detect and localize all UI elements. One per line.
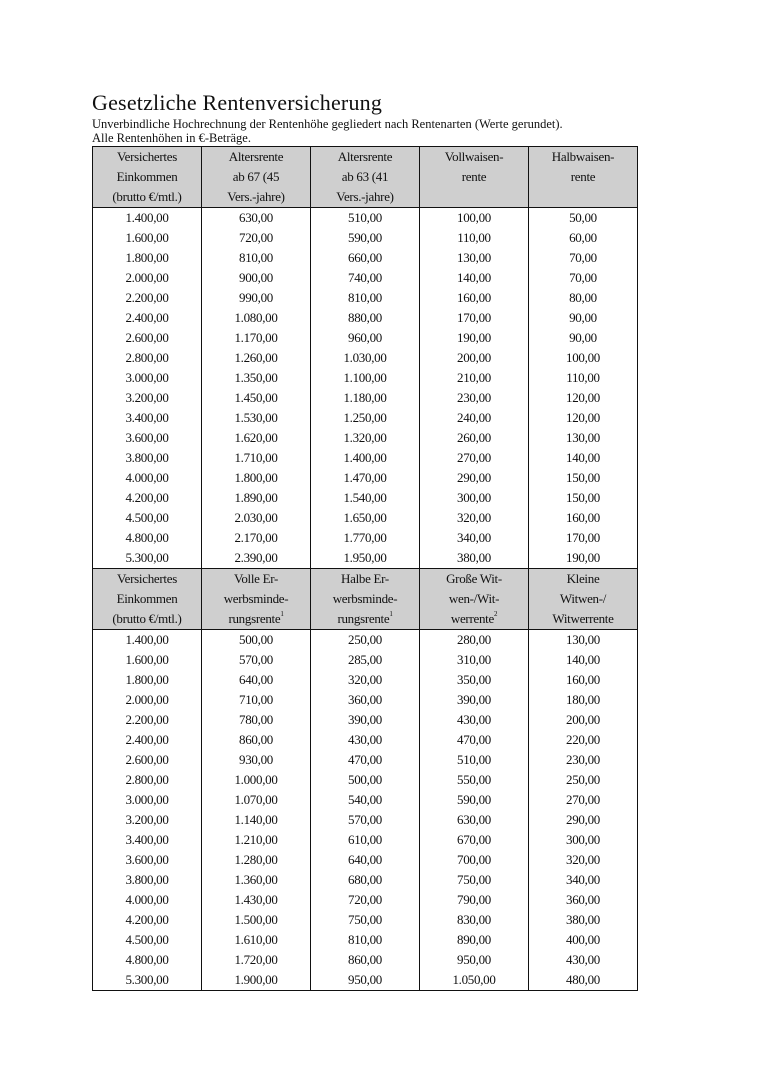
table-cell: 180,00 <box>529 690 638 710</box>
table-cell: 100,00 <box>529 348 638 368</box>
table-cell: 1.710,00 <box>202 448 311 468</box>
table-cell: 640,00 <box>311 850 420 870</box>
table-cell: 860,00 <box>202 730 311 750</box>
table-cell: 380,00 <box>420 548 529 569</box>
table-row <box>93 268 638 288</box>
column-header-cell <box>529 569 638 590</box>
table-cell: 1.320,00 <box>311 428 420 448</box>
table-cell: 1.280,00 <box>202 850 311 870</box>
table-cell: 340,00 <box>420 528 529 548</box>
table-cell: 110,00 <box>529 368 638 388</box>
table-cell: 1.610,00 <box>202 930 311 950</box>
table-cell: 5.300,00 <box>93 970 202 991</box>
column-header-text: Große Wit- <box>446 571 502 586</box>
table-cell: 160,00 <box>420 288 529 308</box>
table-cell: 4.800,00 <box>93 950 202 970</box>
pension-table-body <box>93 147 638 991</box>
table-cell: 270,00 <box>529 790 638 810</box>
column-header-cell <box>420 147 529 168</box>
column-header-text: Halbe Er- <box>341 571 389 586</box>
table-cell: 1.100,00 <box>311 368 420 388</box>
column-header-text: wen-/Wit- <box>448 591 500 606</box>
table-cell: 1.600,00 <box>93 228 202 248</box>
table-cell: 510,00 <box>420 750 529 770</box>
column-header-text: werbsminde- <box>223 591 289 606</box>
table-cell: 4.200,00 <box>93 910 202 930</box>
table-cell: 260,00 <box>420 428 529 448</box>
column-header-cell <box>93 147 202 168</box>
table-cell: 400,00 <box>529 930 638 950</box>
table-cell: 1.800,00 <box>93 248 202 268</box>
column-header-text: Einkommen <box>116 169 178 184</box>
table-row <box>93 790 638 810</box>
table-cell: 2.600,00 <box>93 750 202 770</box>
table-cell: 2.200,00 <box>93 288 202 308</box>
table-row <box>93 468 638 488</box>
table-cell: 1.070,00 <box>202 790 311 810</box>
table-cell: 240,00 <box>420 408 529 428</box>
table-cell: 100,00 <box>420 208 529 229</box>
column-header-text: rungsrente <box>228 611 281 626</box>
table-cell: 160,00 <box>529 670 638 690</box>
table-cell: 340,00 <box>529 870 638 890</box>
column-header-cell <box>311 589 420 609</box>
table-cell: 120,00 <box>529 388 638 408</box>
table-cell: 750,00 <box>311 910 420 930</box>
column-header-cell <box>529 187 638 208</box>
table-row <box>93 208 638 229</box>
column-header-text: Vers.-jahre) <box>227 189 285 204</box>
table-cell: 660,00 <box>311 248 420 268</box>
table-row <box>93 950 638 970</box>
table-cell: 3.800,00 <box>93 870 202 890</box>
table-row <box>93 970 638 991</box>
table-cell: 250,00 <box>311 630 420 651</box>
column-header-text: Vers.-jahre) <box>336 189 394 204</box>
table-cell: 390,00 <box>311 710 420 730</box>
table-cell: 790,00 <box>420 890 529 910</box>
subtitle-line-1: Unverbindliche Hochrechnung der Rentenhöhe gegliedert nach Rentenarten (Werte gerundet). <box>92 117 563 131</box>
table-cell: 2.600,00 <box>93 328 202 348</box>
table-cell: 1.050,00 <box>420 970 529 991</box>
footnote-marker: 1 <box>389 610 393 618</box>
table-cell: 550,00 <box>420 770 529 790</box>
column-header-text: Altersrente <box>337 149 393 164</box>
table-cell: 570,00 <box>311 810 420 830</box>
table-cell: 470,00 <box>311 750 420 770</box>
column-header-text: Altersrente <box>228 149 284 164</box>
table-cell: 170,00 <box>420 308 529 328</box>
column-header-cell <box>529 609 638 630</box>
table-cell: 285,00 <box>311 650 420 670</box>
table-cell: 930,00 <box>202 750 311 770</box>
table-cell: 2.170,00 <box>202 528 311 548</box>
table-row <box>93 328 638 348</box>
table-cell: 3.400,00 <box>93 408 202 428</box>
table-row <box>93 670 638 690</box>
table-cell: 1.600,00 <box>93 650 202 670</box>
footnote-marker: 2 <box>493 610 498 618</box>
table-cell: 900,00 <box>202 268 311 288</box>
table-cell: 160,00 <box>529 508 638 528</box>
table-cell: 290,00 <box>420 468 529 488</box>
column-header-cell <box>93 569 202 590</box>
column-header-text: (brutto €/mtl.) <box>112 189 182 204</box>
table-row <box>93 690 638 710</box>
table-cell: 230,00 <box>529 750 638 770</box>
header-row <box>93 589 638 609</box>
table-cell: 140,00 <box>529 448 638 468</box>
table-row <box>93 508 638 528</box>
table-cell: 90,00 <box>529 308 638 328</box>
table-cell: 220,00 <box>529 730 638 750</box>
table-cell: 470,00 <box>420 730 529 750</box>
table-cell: 810,00 <box>311 930 420 950</box>
table-cell: 1.140,00 <box>202 810 311 830</box>
table-row <box>93 388 638 408</box>
table-cell: 1.530,00 <box>202 408 311 428</box>
column-header-text: Versichertes <box>117 571 177 586</box>
table-cell: 500,00 <box>311 770 420 790</box>
table-cell: 1.950,00 <box>311 548 420 569</box>
table-row <box>93 870 638 890</box>
table-row <box>93 910 638 930</box>
table-cell: 750,00 <box>420 870 529 890</box>
table-cell: 60,00 <box>529 228 638 248</box>
column-header-cell <box>311 167 420 187</box>
table-cell: 2.800,00 <box>93 770 202 790</box>
table-row <box>93 890 638 910</box>
column-header-text: werrente <box>450 611 494 626</box>
column-header-text: ab 63 (41 <box>341 169 389 184</box>
table-cell: 50,00 <box>529 208 638 229</box>
column-header-cell <box>420 167 529 187</box>
table-cell: 2.030,00 <box>202 508 311 528</box>
table-cell: 1.430,00 <box>202 890 311 910</box>
column-header-cell <box>202 569 311 590</box>
table-cell: 1.800,00 <box>202 468 311 488</box>
table-cell: 310,00 <box>420 650 529 670</box>
table-row <box>93 288 638 308</box>
table-cell: 860,00 <box>311 950 420 970</box>
table-cell: 630,00 <box>202 208 311 229</box>
table-cell: 1.470,00 <box>311 468 420 488</box>
column-header-text: Witwerrente <box>552 611 614 626</box>
table-row <box>93 408 638 428</box>
table-cell: 430,00 <box>311 730 420 750</box>
table-cell: 360,00 <box>311 690 420 710</box>
table-cell: 3.600,00 <box>93 850 202 870</box>
table-cell: 4.500,00 <box>93 508 202 528</box>
table-cell: 1.720,00 <box>202 950 311 970</box>
column-header-text: Vollwaisen- <box>444 149 504 164</box>
table-cell: 540,00 <box>311 790 420 810</box>
column-header-text: rente <box>570 169 596 184</box>
header-row <box>93 187 638 208</box>
header-row <box>93 167 638 187</box>
table-cell: 880,00 <box>311 308 420 328</box>
table-cell: 250,00 <box>529 770 638 790</box>
table-cell: 2.200,00 <box>93 710 202 730</box>
column-header-cell <box>420 589 529 609</box>
column-header-cell <box>311 187 420 208</box>
table-cell: 430,00 <box>420 710 529 730</box>
table-row <box>93 228 638 248</box>
table-cell: 140,00 <box>420 268 529 288</box>
table-cell: 4.000,00 <box>93 890 202 910</box>
header-row <box>93 609 638 630</box>
table-cell: 380,00 <box>529 910 638 930</box>
table-row <box>93 308 638 328</box>
column-header-text: Kleine <box>566 571 600 586</box>
table-cell: 1.650,00 <box>311 508 420 528</box>
table-cell: 720,00 <box>202 228 311 248</box>
table-row <box>93 428 638 448</box>
table-row <box>93 630 638 651</box>
table-cell: 5.300,00 <box>93 548 202 569</box>
table-cell: 130,00 <box>529 630 638 651</box>
table-cell: 510,00 <box>311 208 420 229</box>
header-row <box>93 569 638 590</box>
table-cell: 3.000,00 <box>93 790 202 810</box>
table-row <box>93 488 638 508</box>
table-cell: 480,00 <box>529 970 638 991</box>
table-cell: 1.210,00 <box>202 830 311 850</box>
table-cell: 1.080,00 <box>202 308 311 328</box>
column-header-cell <box>420 609 529 630</box>
table-cell: 90,00 <box>529 328 638 348</box>
column-header-cell <box>311 609 420 630</box>
table-cell: 2.000,00 <box>93 268 202 288</box>
table-cell: 500,00 <box>202 630 311 651</box>
table-cell: 1.260,00 <box>202 348 311 368</box>
table-cell: 150,00 <box>529 488 638 508</box>
table-cell: 4.500,00 <box>93 930 202 950</box>
table-cell: 1.770,00 <box>311 528 420 548</box>
table-cell: 2.400,00 <box>93 730 202 750</box>
table-cell: 170,00 <box>529 528 638 548</box>
table-cell: 680,00 <box>311 870 420 890</box>
table-cell: 4.800,00 <box>93 528 202 548</box>
table-cell: 700,00 <box>420 850 529 870</box>
table-cell: 810,00 <box>311 288 420 308</box>
table-cell: 320,00 <box>529 850 638 870</box>
table-row <box>93 248 638 268</box>
table-cell: 710,00 <box>202 690 311 710</box>
page-title: Gesetzliche Rentenversicherung <box>92 90 383 115</box>
column-header-text: (brutto €/mtl.) <box>112 611 182 626</box>
table-cell: 590,00 <box>420 790 529 810</box>
column-header-text: Witwen-/ <box>559 591 607 606</box>
table-cell: 130,00 <box>420 248 529 268</box>
table-row <box>93 650 638 670</box>
table-cell: 1.450,00 <box>202 388 311 408</box>
table-cell: 960,00 <box>311 328 420 348</box>
table-cell: 320,00 <box>420 508 529 528</box>
table-cell: 1.000,00 <box>202 770 311 790</box>
table-row <box>93 850 638 870</box>
table-cell: 290,00 <box>529 810 638 830</box>
table-row <box>93 830 638 850</box>
table-cell: 320,00 <box>311 670 420 690</box>
table-cell: 1.500,00 <box>202 910 311 930</box>
table-row <box>93 710 638 730</box>
table-cell: 200,00 <box>420 348 529 368</box>
table-cell: 190,00 <box>420 328 529 348</box>
table-cell: 230,00 <box>420 388 529 408</box>
column-header-cell <box>93 609 202 630</box>
table-cell: 2.400,00 <box>93 308 202 328</box>
table-cell: 950,00 <box>311 970 420 991</box>
table-cell: 70,00 <box>529 248 638 268</box>
table-cell: 3.400,00 <box>93 830 202 850</box>
table-cell: 2.800,00 <box>93 348 202 368</box>
table-cell: 1.360,00 <box>202 870 311 890</box>
table-cell: 590,00 <box>311 228 420 248</box>
column-header-text: Einkommen <box>116 591 178 606</box>
column-header-text: rungsrente <box>337 611 390 626</box>
table-cell: 1.400,00 <box>93 208 202 229</box>
column-header-cell <box>202 609 311 630</box>
table-cell: 1.540,00 <box>311 488 420 508</box>
table-row <box>93 930 638 950</box>
table-cell: 110,00 <box>420 228 529 248</box>
table-cell: 210,00 <box>420 368 529 388</box>
table-cell: 570,00 <box>202 650 311 670</box>
table-cell: 280,00 <box>420 630 529 651</box>
table-cell: 1.620,00 <box>202 428 311 448</box>
column-header-cell <box>311 569 420 590</box>
table-cell: 270,00 <box>420 448 529 468</box>
table-row <box>93 548 638 569</box>
table-row <box>93 348 638 368</box>
table-cell: 430,00 <box>529 950 638 970</box>
table-cell: 1.890,00 <box>202 488 311 508</box>
table-cell: 1.800,00 <box>93 670 202 690</box>
header-row <box>93 147 638 168</box>
table-cell: 150,00 <box>529 468 638 488</box>
column-header-cell <box>420 569 529 590</box>
table-cell: 2.000,00 <box>93 690 202 710</box>
table-cell: 1.400,00 <box>311 448 420 468</box>
table-cell: 890,00 <box>420 930 529 950</box>
footnote-marker: 1 <box>280 610 284 618</box>
table-row <box>93 448 638 468</box>
column-header-text: ab 67 (45 <box>232 169 280 184</box>
column-header-text: werbsminde- <box>332 591 398 606</box>
column-header-cell <box>202 167 311 187</box>
table-row <box>93 368 638 388</box>
column-header-cell <box>529 167 638 187</box>
column-header-cell <box>93 167 202 187</box>
table-cell: 630,00 <box>420 810 529 830</box>
table-cell: 390,00 <box>420 690 529 710</box>
table-cell: 3.200,00 <box>93 810 202 830</box>
column-header-cell <box>202 147 311 168</box>
table-cell: 640,00 <box>202 670 311 690</box>
table-cell: 670,00 <box>420 830 529 850</box>
table-cell: 3.000,00 <box>93 368 202 388</box>
column-header-cell <box>202 589 311 609</box>
subtitle-line-2: Alle Rentenhöhen in €-Beträge. <box>92 131 251 145</box>
table-cell: 1.400,00 <box>93 630 202 651</box>
table-row <box>93 528 638 548</box>
table-cell: 190,00 <box>529 548 638 569</box>
table-cell: 1.900,00 <box>202 970 311 991</box>
table-cell: 610,00 <box>311 830 420 850</box>
table-cell: 130,00 <box>529 428 638 448</box>
table-cell: 4.200,00 <box>93 488 202 508</box>
column-header-text: Versichertes <box>117 149 177 164</box>
table-cell: 830,00 <box>420 910 529 930</box>
table-row <box>93 770 638 790</box>
table-cell: 3.200,00 <box>93 388 202 408</box>
table-cell: 350,00 <box>420 670 529 690</box>
table-row <box>93 750 638 770</box>
table-cell: 740,00 <box>311 268 420 288</box>
table-cell: 300,00 <box>420 488 529 508</box>
table-cell: 950,00 <box>420 950 529 970</box>
column-header-cell <box>93 187 202 208</box>
table-cell: 140,00 <box>529 650 638 670</box>
table-cell: 3.800,00 <box>93 448 202 468</box>
column-header-cell <box>311 147 420 168</box>
table-cell: 990,00 <box>202 288 311 308</box>
table-cell: 360,00 <box>529 890 638 910</box>
table-cell: 300,00 <box>529 830 638 850</box>
pension-table <box>92 146 638 991</box>
table-cell: 200,00 <box>529 710 638 730</box>
table-cell: 4.000,00 <box>93 468 202 488</box>
column-header-cell <box>529 589 638 609</box>
table-cell: 3.600,00 <box>93 428 202 448</box>
table-cell: 780,00 <box>202 710 311 730</box>
table-cell: 80,00 <box>529 288 638 308</box>
table-cell: 2.390,00 <box>202 548 311 569</box>
table-cell: 1.170,00 <box>202 328 311 348</box>
column-header-text: Halbwaisen- <box>551 149 615 164</box>
table-cell: 70,00 <box>529 268 638 288</box>
column-header-text: Volle Er- <box>233 571 279 586</box>
table-row <box>93 730 638 750</box>
table-cell: 1.030,00 <box>311 348 420 368</box>
column-header-cell <box>202 187 311 208</box>
table-cell: 720,00 <box>311 890 420 910</box>
table-cell: 810,00 <box>202 248 311 268</box>
table-cell: 1.250,00 <box>311 408 420 428</box>
column-header-text: rente <box>461 169 487 184</box>
column-header-cell <box>420 187 529 208</box>
column-header-cell <box>529 147 638 168</box>
table-row <box>93 810 638 830</box>
column-header-cell <box>93 589 202 609</box>
table-cell: 120,00 <box>529 408 638 428</box>
table-cell: 1.180,00 <box>311 388 420 408</box>
table-cell: 1.350,00 <box>202 368 311 388</box>
